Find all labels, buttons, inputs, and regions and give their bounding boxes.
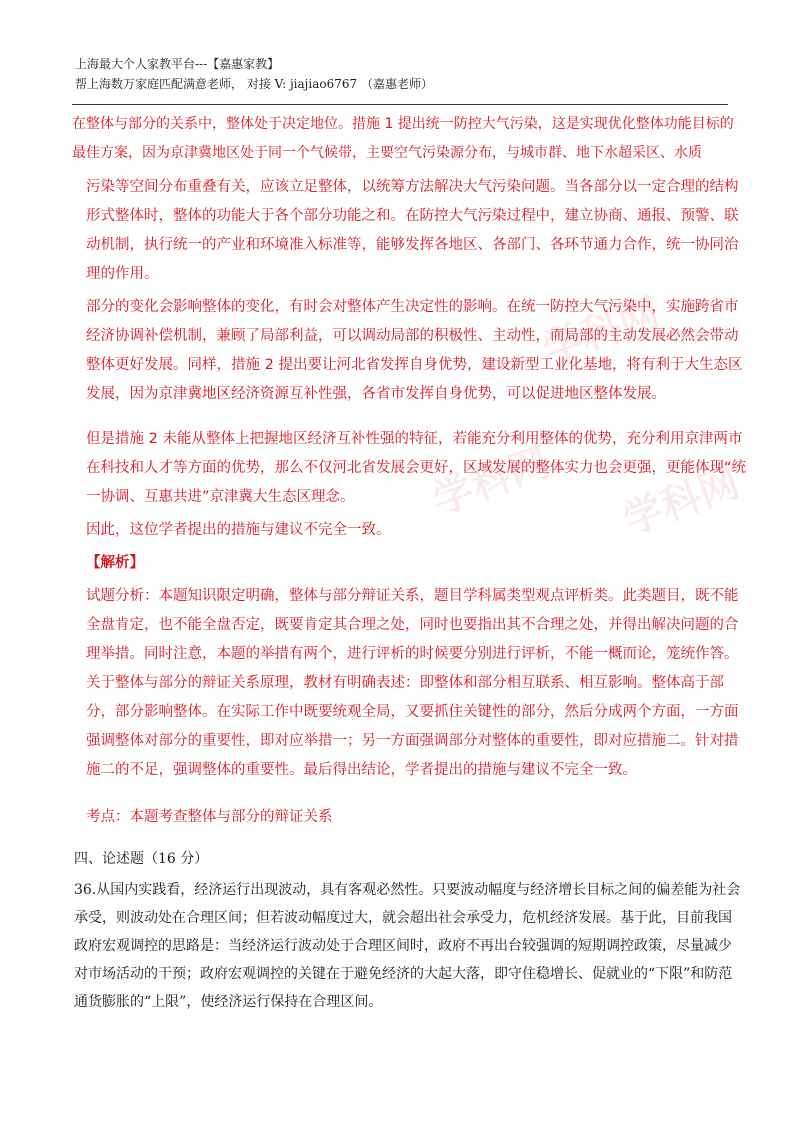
section-title: 四、论述题（16 分） [74,851,209,867]
watermark: 学科网 [616,459,746,544]
header-line-1: 上海最大个人家教平台---【嘉惠家教】 [75,57,280,71]
answer-conclusion: 因此，这位学者提出的措施与建议不完全一致。 [86,522,391,538]
header-line-2: 帮上海数万家庭匹配满意老师， 对接 V: jiajiao6767 （嘉惠老师） [75,77,433,91]
answer-paragraph-intro: 在整体与部分的关系中，整体处于决定地位。措施 1 提出统一防控大气污染，这是实现优化整体功能目标的最佳方案，因为京津冀地区处于同一个气候带，主要空气污染源分布，与城市群、地下水超采区、水质 [72,116,734,161]
watermark: 学科网 [536,289,666,374]
analysis-body: 试题分析：本题知识限定明确，整体与部分辩证关系，题目学科属类型观点评析类。此类题目，既不能全盘肯定，也不能全盘否定，既要肯定其合理之处，同时也要指出其不合理之处，并得出解决问题的合理举措。同时注意，本题的举措有两个，进行评析的时候要分别进行评析，不能一概而论，笼统作答。关于整体与部分的辩证关系原理，教材有明确表述：即整体和部分相互联系、相互影响。整体高于部分，部分影响整体。在实际工作中既要统观全局，又要抓住关键性的部分，然后分成两个方面，一方面强调整体对部分的重要性，即对应举措一；另一方面强调部分对整体的重要性，即对应措施二。针对措施二的不足，强调整体的重要性。最后得出结论，学者提出的措施与建议不完全一致。 [86,588,739,778]
answer-paragraph-2: 部分的变化会影响整体的变化，有时会对整体产生决定性的影响。在统一防控大气污染中，实施跨省市经济协调补偿机制，兼顾了局部利益，可以调动局部的积极性、主动性，而局部的主动发展必然会带动整体更好发展。同样，措施 2 提出要让河北省发挥自身优势，建设新型工业化基地，将有利于大生态区发展，因为京津冀地区经济资源互补性强，各省市发挥自身优势，可以促进地区整体发展。 [86,299,743,402]
question-36-text: 36.从国内实践看，经济运行出现波动，具有客观必然性。只要波动幅度与经济增长目标之间的偏差能为社会承受，则波动处在合理区间；但若波动幅度过大，就会超出社会承受力，危机经济发展。基于此，目前我国政府宏观调控的思路是：当经济运行波动处于合理区间时，政府不再出台较强调的短期调控政策，尽量减少对市场活动的干预；政府宏观调控的关键在于避免经济的大起大落，即守住稳增长、促就业的“下限”和防范通货膨胀的“上限”，使经济运行保持在合理区间。 [74,882,741,1010]
analysis-kaodian: 考点：本题考查整体与部分的辩证关系 [86,809,333,825]
watermark: 学科网 [426,439,556,524]
analysis-heading: 【解析】 [86,555,144,571]
answer-paragraph-1: 污染等空间分布重叠有关，应该立足整体，以统筹方法解决大气污染问题。当各部分以一定合理的结构形式整体时，整体的功能大于各个部分功能之和。在防控大气污染过程中，建立协商、通报、预警、联动机制，执行统一的产业和环境准入标准等，能够发挥各地区、各部门、各环节通力合作，统一协同治理的作用。 [86,179,739,282]
page-header [75,54,735,94]
header-divider [72,104,728,105]
answer-paragraph-3: 但是措施 2 未能从整体上把握地区经济互补性强的特征，若能充分利用整体的优势，充分利用京津两市在科技和人才等方面的优势，那么不仅河北省发展会更好，区域发展的整体实力也会更强，更能体现“统一协调、互惠共进”京津冀大生态区理念。 [86,431,747,505]
